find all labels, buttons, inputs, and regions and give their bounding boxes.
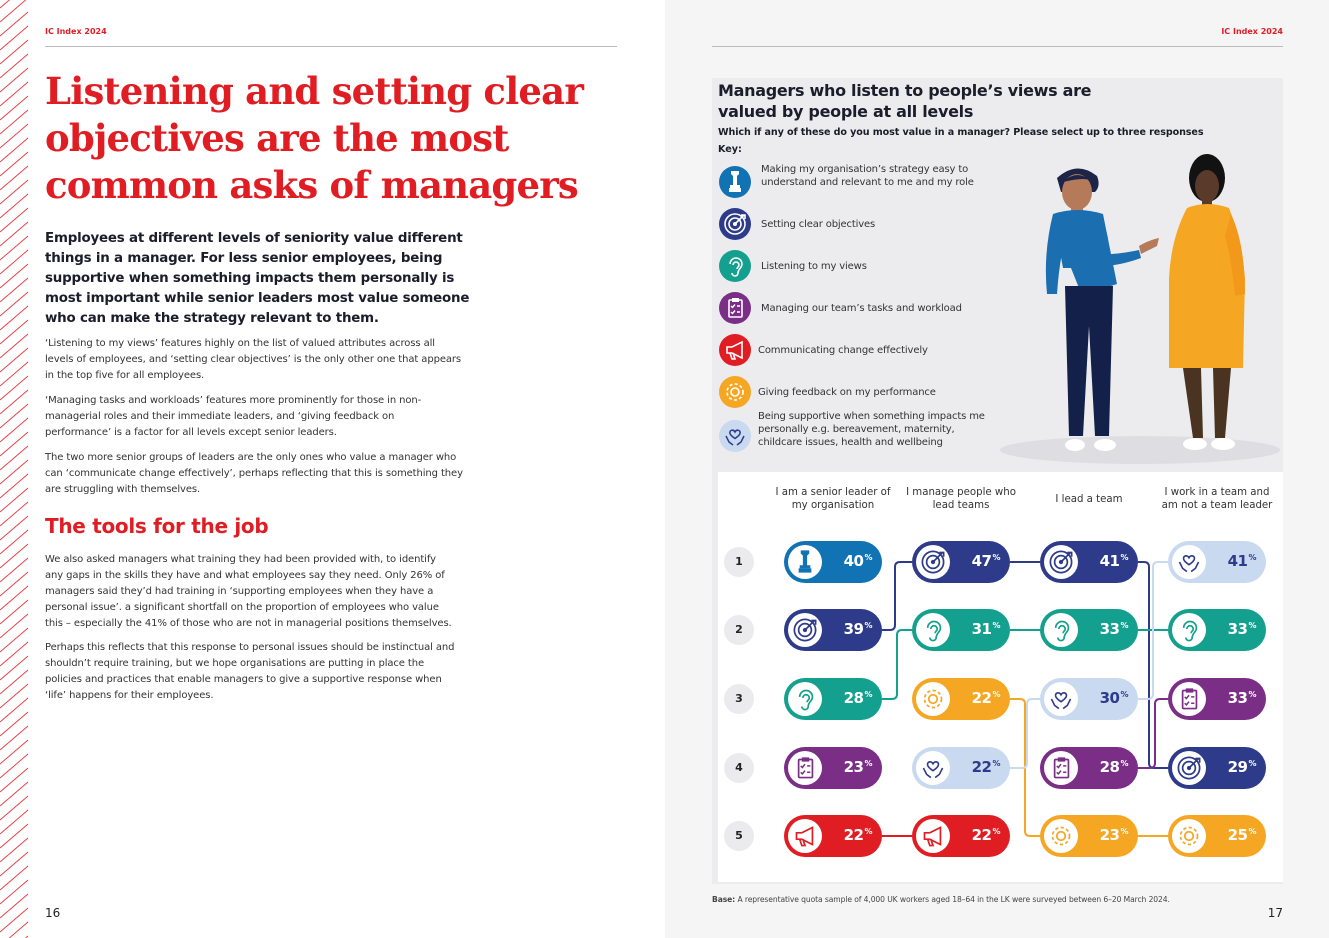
percent-sign: % — [1120, 690, 1128, 699]
key-item-listening — [719, 250, 1019, 284]
pill-value: 23% — [843, 758, 872, 776]
pill-icon-circle — [916, 682, 950, 716]
lead-paragraph: Employees at different levels of seniority value different things in a manager. For less senior employees, being supportive when something impacts them personally is most important while senior leaders most value someone who can make the strategy relevant to them. — [45, 231, 470, 326]
percent-sign: % — [1248, 759, 1256, 768]
column-header: I lead a team — [1055, 494, 1123, 505]
pill-icon-circle — [788, 751, 822, 785]
ear-icon — [788, 682, 822, 716]
percent-sign: % — [864, 690, 872, 699]
section-subheading: The tools for the job — [45, 514, 269, 538]
ear-icon — [1172, 613, 1206, 647]
rank-number: 3 — [724, 684, 754, 714]
percent-sign: % — [1248, 690, 1256, 699]
rank-pill-objectives — [912, 541, 1010, 583]
body-paragraph: Perhaps this reflects that this response to personal issues should be instinctual and shouldn’t require training, but we hope organisations are putting in place the policies and practices that enable managers to give a supportive response when ‘life’ happens for their employees. — [45, 642, 455, 701]
target-icon — [1044, 545, 1078, 579]
base-label: Base: — [712, 895, 736, 904]
pill-value: 41% — [1099, 552, 1128, 570]
megaphone-icon — [788, 819, 822, 853]
chess-piece-icon — [788, 545, 822, 579]
percent-sign: % — [1120, 621, 1128, 630]
page-number: 17 — [1267, 906, 1283, 920]
percent-sign: % — [992, 759, 1000, 768]
heart-hands-icon — [719, 420, 751, 452]
key-icon-circle — [719, 376, 751, 408]
pill-value: 22% — [843, 826, 872, 844]
pill-icon-circle — [1044, 613, 1078, 647]
ear-icon — [1044, 613, 1078, 647]
rank-pill-listening — [912, 609, 1010, 651]
ear-icon — [916, 613, 950, 647]
pill-value: 23% — [1099, 826, 1128, 844]
rank-pill-feedback — [1168, 815, 1266, 857]
rank-pill-objectives — [1040, 541, 1138, 583]
percent-sign: % — [864, 553, 872, 562]
pill-value: 28% — [1099, 758, 1128, 776]
page-number: 16 — [45, 906, 61, 920]
column-header: I work in a team and am not a team leader — [1161, 487, 1273, 511]
key-heading: Key: — [718, 144, 742, 155]
column-header: I am a senior leader of my organisation — [775, 487, 891, 511]
percent-sign: % — [1248, 621, 1256, 630]
pill-icon-circle — [788, 682, 822, 716]
ear-icon — [719, 250, 751, 282]
percent-sign: % — [864, 759, 872, 768]
heart-hands-icon — [1172, 545, 1206, 579]
key-item-feedback — [719, 376, 1019, 410]
clipboard-icon — [1044, 751, 1078, 785]
key-icon-circle — [719, 166, 751, 198]
rank-pill-change — [912, 815, 1010, 857]
rank-number: 1 — [724, 547, 754, 577]
base-note — [712, 895, 1170, 904]
rank-pill-objectives — [1168, 747, 1266, 789]
pill-value: 28% — [843, 689, 872, 707]
percent-sign: % — [992, 690, 1000, 699]
target-icon — [788, 613, 822, 647]
rank-pill-tasks — [1168, 678, 1266, 720]
infographic-title: Managers who listen to people’s views are valued by people at all levels — [718, 81, 1092, 121]
target-icon — [719, 208, 751, 240]
page-headline: Listening and setting clear objectives are the most common asks of managers — [45, 69, 584, 207]
body-paragraph: ‘Managing tasks and workloads’ features more prominently for those in non-managerial roles and their immediate leaders, and ‘giving feedback on performance’ is a factor for all levels except senior leaders. — [45, 395, 422, 438]
pill-value: 30% — [1099, 689, 1128, 707]
pill-icon-circle — [916, 751, 950, 785]
pill-icon-circle — [1172, 682, 1206, 716]
gear-icon — [1172, 819, 1206, 853]
rank-pill-support — [1040, 678, 1138, 720]
target-icon — [916, 545, 950, 579]
pill-icon-circle — [788, 819, 822, 853]
key-label: Managing our team’s tasks and workload — [761, 302, 962, 314]
percent-sign: % — [1120, 553, 1128, 562]
survey-question: Which if any of these do you most value in a manager? Please select up to three responses — [718, 127, 1204, 138]
pill-icon-circle — [1172, 751, 1206, 785]
pill-value: 39% — [843, 620, 872, 638]
rank-number: 5 — [724, 821, 754, 851]
floor-shadow — [1000, 436, 1280, 464]
pill-value: 40% — [843, 552, 872, 570]
man-figure — [1046, 168, 1159, 451]
header-rule — [45, 46, 617, 47]
percent-sign: % — [1120, 759, 1128, 768]
pill-icon-circle — [1172, 819, 1206, 853]
pill-icon-circle — [1044, 545, 1078, 579]
pill-value: 22% — [971, 758, 1000, 776]
rank-pill-strategy — [784, 541, 882, 583]
running-header: IC Index 2024 — [45, 27, 107, 36]
percent-sign: % — [864, 827, 872, 836]
column-header: I manage people who lead teams — [906, 487, 1016, 511]
pill-icon-circle — [1044, 751, 1078, 785]
pill-icon-circle — [788, 545, 822, 579]
connector-objectives — [882, 562, 912, 630]
chess-piece-icon — [719, 166, 751, 198]
key-item-strategy — [719, 163, 1019, 200]
rank-pill-feedback — [912, 678, 1010, 720]
key-icon-circle — [719, 250, 751, 282]
rank-pill-support — [1168, 541, 1266, 583]
pill-value: 25% — [1227, 826, 1256, 844]
pill-icon-circle — [1044, 819, 1078, 853]
rank-pill-change — [784, 815, 882, 857]
percent-sign: % — [1120, 827, 1128, 836]
rank-pill-objectives — [784, 609, 882, 651]
key-item-support — [719, 411, 1019, 454]
pill-icon-circle — [788, 613, 822, 647]
base-text: A representative quota sample of 4,000 UK workers aged 18–64 in the LK were surveyed between 6–20 March 2024. — [737, 895, 1170, 904]
rank-pill-tasks — [784, 747, 882, 789]
rank-pill-support — [912, 747, 1010, 789]
connector-listening — [882, 630, 912, 699]
key-label: Setting clear objectives — [761, 218, 876, 230]
rank-pill-feedback — [1040, 815, 1138, 857]
gear-icon — [916, 682, 950, 716]
key-item-tasks — [719, 292, 1019, 326]
key-label: Giving feedback on my performance — [758, 386, 936, 398]
clipboard-icon — [1172, 682, 1206, 716]
key-label: Being supportive when something impacts me personally e.g. bereavement, maternity, childcare issues, health and wellbeing — [758, 411, 985, 448]
heart-hands-icon — [1044, 682, 1078, 716]
rank-pill-listening — [784, 678, 882, 720]
key-item-change — [719, 334, 1019, 368]
key-label: Listening to my views — [761, 260, 867, 272]
body-paragraph: ‘Listening to my views’ features highly on the list of valued attributes across all levels of employees, and ‘setting clear objectives’ is the only other one that appears in the top five for all employees. — [45, 338, 462, 381]
pill-value: 47% — [971, 552, 1000, 570]
gear-icon — [719, 376, 751, 408]
gear-icon — [1044, 819, 1078, 853]
percent-sign: % — [992, 621, 1000, 630]
pill-icon-circle — [916, 545, 950, 579]
clipboard-icon — [719, 292, 751, 324]
pill-icon-circle — [916, 819, 950, 853]
pill-value: 33% — [1099, 620, 1128, 638]
ranking-chart — [718, 472, 1283, 882]
pill-value: 22% — [971, 689, 1000, 707]
right-page — [665, 0, 1329, 938]
body-paragraph: We also asked managers what training they had been provided with, to identify any gaps in the skills they have and what employees say they need. Only 26% of managers said they’d had training in ‘supporting employees when they have a personal issue’. a significant shortfall on the proportion of employees who value this – especially the 41% of those who are not in managerial positions themselves. — [45, 554, 452, 629]
hatch-decoration — [0, 0, 30, 938]
key-item-objectives — [719, 208, 1019, 242]
key-label: Communicating change effectively — [758, 344, 928, 356]
percent-sign: % — [992, 827, 1000, 836]
rank-pill-listening — [1168, 609, 1266, 651]
pill-value: 22% — [971, 826, 1000, 844]
pill-value: 33% — [1227, 689, 1256, 707]
key-icon-circle — [719, 292, 751, 324]
pill-icon-circle — [916, 613, 950, 647]
connector-tasks — [1138, 699, 1168, 768]
rank-number: 4 — [724, 753, 754, 783]
key-icon-circle — [719, 208, 751, 240]
key-label: Making my organisation’s strategy easy to understand and relevant to me and my role — [761, 163, 974, 188]
pill-value: 41% — [1227, 552, 1256, 570]
key-icon-circle — [719, 334, 751, 366]
header-rule — [712, 46, 1283, 47]
pill-icon-circle — [1172, 613, 1206, 647]
woman-figure — [1169, 154, 1245, 450]
percent-sign: % — [1248, 827, 1256, 836]
percent-sign: % — [992, 553, 1000, 562]
rank-pill-tasks — [1040, 747, 1138, 789]
heart-hands-icon — [916, 751, 950, 785]
running-header: IC Index 2024 — [1221, 27, 1283, 36]
percent-sign: % — [1248, 553, 1256, 562]
rank-pill-listening — [1040, 609, 1138, 651]
pill-icon-circle — [1172, 545, 1206, 579]
people-illustration — [995, 148, 1285, 468]
pill-value: 33% — [1227, 620, 1256, 638]
rank-number: 2 — [724, 615, 754, 645]
clipboard-icon — [788, 751, 822, 785]
percent-sign: % — [864, 621, 872, 630]
megaphone-icon — [916, 819, 950, 853]
body-paragraph: The two more senior groups of leaders are the only ones who value a manager who can ‘communicate change effectively’, perhaps reflecting that this is something they are struggling with themselves. — [45, 452, 463, 495]
key-icon-circle — [719, 420, 751, 452]
pill-value: 31% — [971, 620, 1000, 638]
megaphone-icon — [719, 334, 751, 366]
target-icon — [1172, 751, 1206, 785]
pill-icon-circle — [1044, 682, 1078, 716]
pill-value: 29% — [1227, 758, 1256, 776]
